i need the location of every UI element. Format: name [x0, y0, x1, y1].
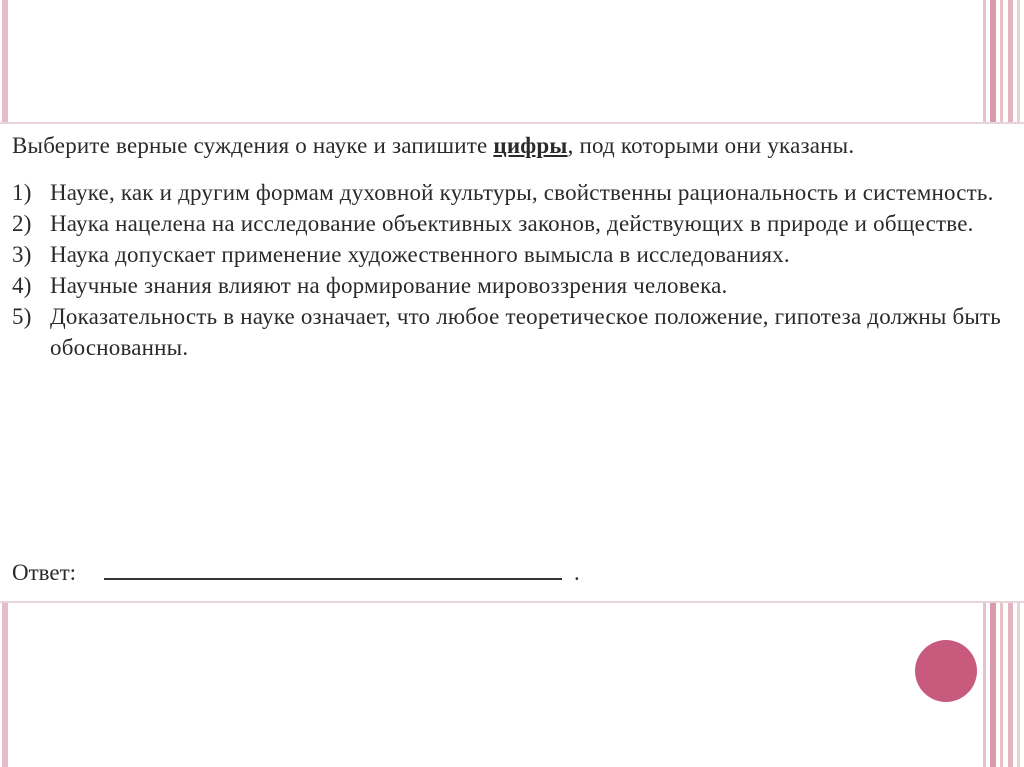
item-number: 3)	[12, 242, 32, 267]
intro-text-after: , под которыми они указаны.	[567, 133, 855, 158]
item-text: Научные знания влияют на формирование мировоззрения человека.	[50, 273, 728, 298]
decorative-circle	[915, 640, 977, 702]
item-number: 1)	[12, 180, 32, 205]
list-item	[12, 177, 1022, 208]
item-text: Наука нацелена на исследование объективных законов, действующих в природе и обществе.	[50, 211, 974, 236]
item-text: Наука допускает применение художественного вымысла в исследованиях.	[50, 242, 790, 267]
item-number: 4)	[12, 273, 32, 298]
list-item	[12, 301, 1022, 363]
item-text: Науке, как и другим формам духовной культуры, свойственны рациональность и системность.	[50, 180, 994, 205]
item-text: Доказательность в науке означает, что любое теоретическое положение, гипотеза должны быть обоснованны.	[50, 304, 1001, 360]
intro-emphasis: цифры	[493, 133, 568, 158]
item-number: 5)	[12, 304, 32, 329]
answer-end: .	[574, 560, 580, 585]
bottom-divider	[0, 601, 1024, 603]
answer-field[interactable]	[104, 560, 562, 580]
left-border-bottom	[2, 602, 8, 767]
statement-list	[12, 177, 1022, 363]
item-number: 2)	[12, 211, 32, 236]
top-divider	[0, 122, 1024, 124]
intro-text-before: Выберите верные суждения о науке и запишите	[12, 133, 494, 158]
list-item	[12, 208, 1022, 239]
list-item	[12, 239, 1022, 270]
list-item	[12, 270, 1022, 301]
task-content	[12, 130, 1022, 363]
answer-label: Ответ:	[12, 560, 77, 585]
answer-row	[12, 560, 580, 586]
left-border-top	[2, 0, 8, 122]
task-intro	[12, 130, 1022, 161]
